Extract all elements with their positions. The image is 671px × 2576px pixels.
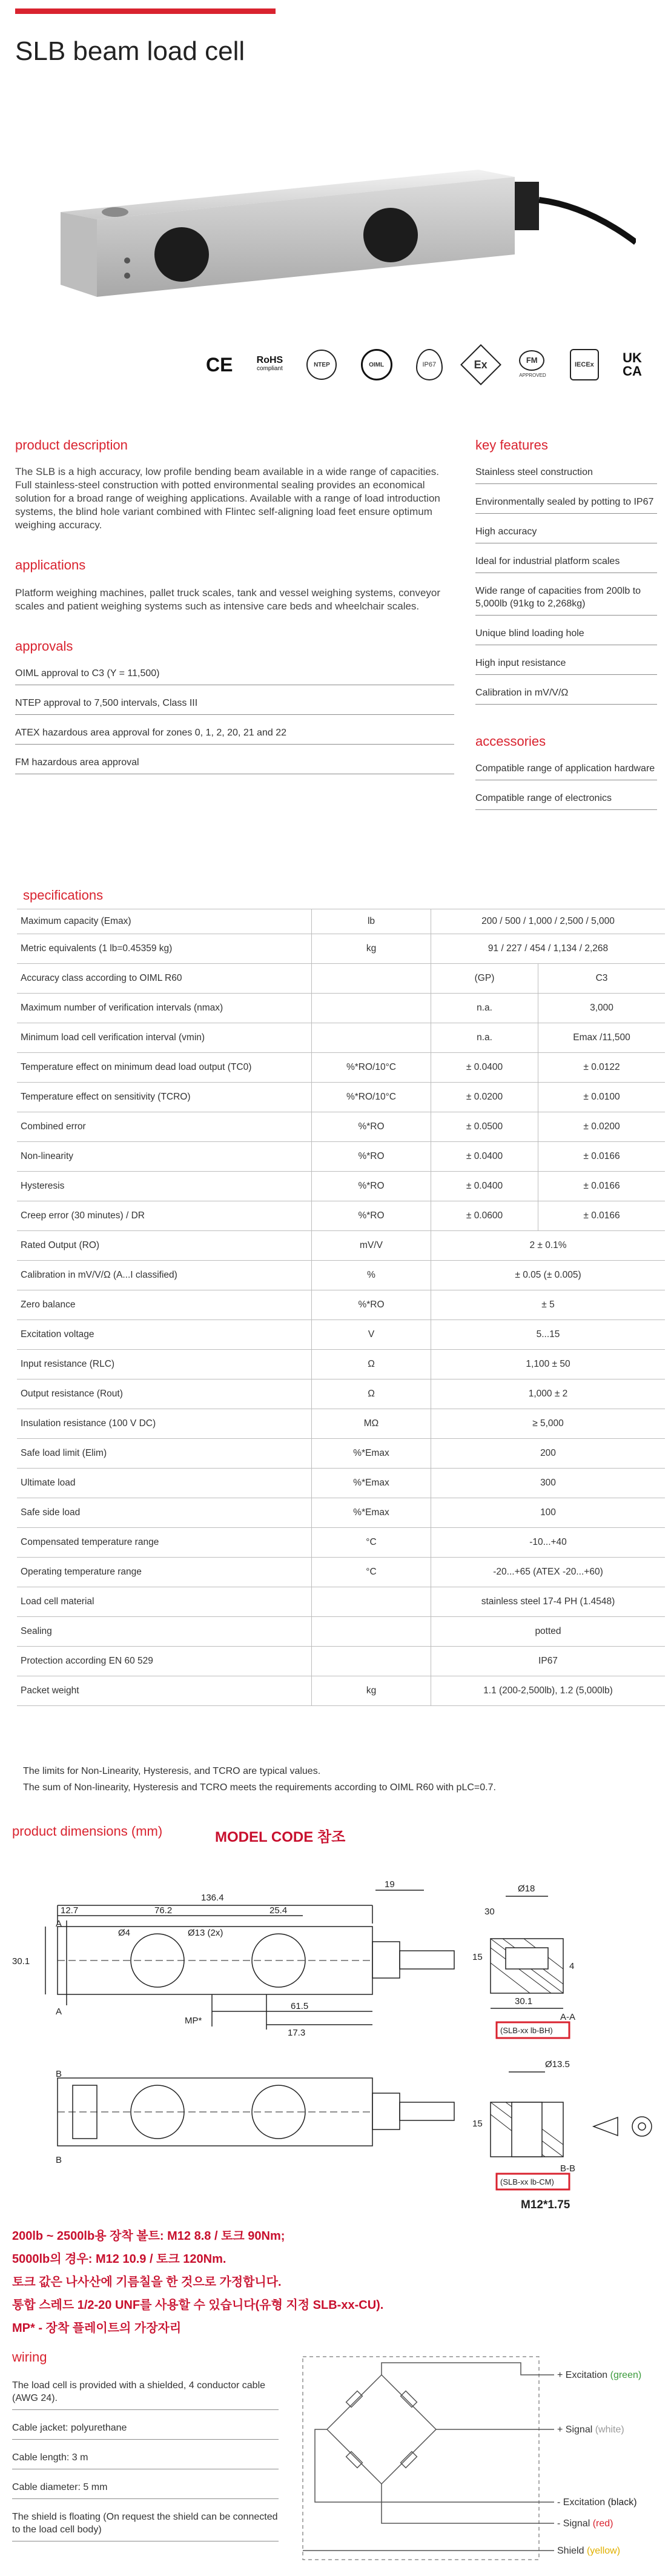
spec-row <box>17 1261 665 1290</box>
spec-row <box>17 1231 665 1261</box>
spec-unit: °C <box>312 1528 431 1558</box>
page-title: SLB beam load cell <box>15 36 245 66</box>
spec-row <box>17 1558 665 1587</box>
spec-param: Operating temperature range <box>17 1558 312 1587</box>
spec-param: Zero balance <box>17 1290 312 1320</box>
certifications-row <box>206 347 642 383</box>
spec-row <box>17 909 665 934</box>
spec-note-1: The limits for Non-Linearity, Hysteresis, and TCRO are typical values. <box>23 1766 321 1776</box>
list-item: Wide range of capacities from 200lb to 5,000lb (91kg to 2,268kg) <box>475 579 657 616</box>
spec-value-c3: ± 0.0166 <box>538 1201 666 1231</box>
description-heading: product description <box>15 437 128 453</box>
list-item: High accuracy <box>475 520 657 543</box>
list-item: Compatible range of application hardware <box>475 757 657 780</box>
spec-row <box>17 1023 665 1053</box>
signal-minus: - Signal (red) <box>557 2518 613 2529</box>
spec-unit: % <box>312 1261 431 1290</box>
dim-label: A <box>56 1919 62 1929</box>
spec-param: Combined error <box>17 1112 312 1142</box>
wiring-list <box>12 2374 279 2541</box>
spec-value: 1.1 (200-2,500lb), 1.2 (5,000lb) <box>431 1676 666 1706</box>
spec-value-c3: ± 0.0200 <box>538 1112 666 1142</box>
dim-label: 15 <box>472 1952 483 1962</box>
spec-value-c3: ± 0.0100 <box>538 1083 666 1112</box>
dim-label: Ø4 <box>118 1928 131 1938</box>
spec-value-c3: 3,000 <box>538 994 666 1023</box>
spec-value: 300 <box>431 1469 666 1498</box>
spec-value-c3: ± 0.0166 <box>538 1142 666 1172</box>
spec-unit: %*RO <box>312 1172 431 1201</box>
accent-bar <box>15 8 276 14</box>
key-features-list <box>475 460 657 705</box>
spec-param: Sealing <box>17 1617 312 1647</box>
spec-value: ± 0.0400 <box>431 1053 538 1083</box>
spec-unit: Ω <box>312 1379 431 1409</box>
spec-unit <box>312 1587 431 1617</box>
spec-unit: %*RO <box>312 1290 431 1320</box>
approvals-heading: approvals <box>15 639 73 654</box>
list-item: Compatible range of electronics <box>475 786 657 810</box>
dim-label: 15 <box>472 2119 483 2129</box>
spec-unit: kg <box>312 1676 431 1706</box>
signal-excitation-plus: + Excitation (green) <box>557 2370 642 2380</box>
spec-unit: lb <box>312 909 431 934</box>
spec-param: Insulation resistance (100 V DC) <box>17 1409 312 1439</box>
signal-shield: Shield (yellow) <box>557 2546 621 2556</box>
spec-param: Temperature effect on minimum dead load output (TC0) <box>17 1053 312 1083</box>
spec-row <box>17 1439 665 1469</box>
dim-label: Ø13.5 <box>545 2059 570 2070</box>
list-item: Ideal for industrial platform scales <box>475 549 657 573</box>
signal-plus: + Signal (white) <box>557 2425 624 2435</box>
spec-value: potted <box>431 1617 666 1647</box>
dim-label: B-B <box>560 2163 576 2174</box>
korean-note: MP* - 장착 플레이트의 가장자리 <box>12 2322 182 2335</box>
spec-value: IP67 <box>431 1647 666 1676</box>
korean-note: 통합 스레드 1/2-20 UNF를 사용할 수 있습니다(유형 지정 SLB-xx-CU). <box>12 2299 384 2312</box>
spec-row <box>17 1320 665 1350</box>
dim-label: 17.3 <box>288 2028 306 2038</box>
applications-text: Platform weighing machines, pallet truck scales, tank and vessel weighing systems, conveyor scales and patient weighing systems such as intensive care beds and wheelchair scales. <box>15 587 441 612</box>
spec-param: Minimum load cell verification interval (vmin) <box>17 1023 312 1053</box>
dim-label: M12*1.75 <box>521 2199 570 2211</box>
spec-row <box>17 1409 665 1439</box>
korean-note: 5000lb의 경우: M12 10.9 / 토크 120Nm. <box>12 2252 226 2266</box>
spec-unit <box>312 1647 431 1676</box>
dim-label: 136.4 <box>201 1893 224 1903</box>
korean-notes <box>12 2225 660 2340</box>
korean-note: 토크 값은 나사산에 기름칠을 한 것으로 가정합니다. <box>12 2276 282 2289</box>
spec-param: Hysteresis <box>17 1172 312 1201</box>
spec-value: ≥ 5,000 <box>431 1409 666 1439</box>
list-item: FM hazardous area approval <box>15 751 454 774</box>
dim-label: (SLB-xx lb-CM) <box>500 2177 554 2186</box>
dim-label: 61.5 <box>291 2001 309 2011</box>
dim-label: 19 <box>385 1879 395 1890</box>
spec-unit: MΩ <box>312 1409 431 1439</box>
spec-param: Calibration in mV/V/Ω (A...I classified) <box>17 1261 312 1290</box>
spec-unit <box>312 964 431 994</box>
spec-value-c3: Emax /11,500 <box>538 1023 666 1053</box>
spec-param: Ultimate load <box>17 1469 312 1498</box>
dim-label: MP* <box>185 2016 202 2026</box>
wiring-diagram <box>291 2351 666 2569</box>
korean-note: 200lb ~ 2500lb용 장착 볼트: M12 8.8 / 토크 90Nm; <box>12 2229 285 2243</box>
spec-unit: °C <box>312 1558 431 1587</box>
spec-param: Non-linearity <box>17 1142 312 1172</box>
iecex-icon: IECEx <box>570 349 599 380</box>
accessories-heading: accessories <box>475 734 546 749</box>
spec-row <box>17 1469 665 1498</box>
list-item: Stainless steel construction <box>475 460 657 484</box>
spec-row <box>17 964 665 994</box>
ukca-icon: UK CA <box>623 350 642 379</box>
list-item: The load cell is provided with a shielded, 4 conductor cable (AWG 24). <box>12 2374 279 2410</box>
dimension-drawing <box>12 1860 666 2223</box>
list-item: Cable length: 3 m <box>12 2446 279 2469</box>
spec-value: 100 <box>431 1498 666 1528</box>
spec-value-c3: ± 0.0122 <box>538 1053 666 1083</box>
spec-param: Temperature effect on sensitivity (TCRO) <box>17 1083 312 1112</box>
spec-param: Excitation voltage <box>17 1320 312 1350</box>
dim-label: 25.4 <box>269 1905 288 1916</box>
spec-note-2: The sum of Non-linearity, Hysteresis and TCRO meets the requirements according to OIML R60 with pLC=0.7. <box>23 1782 496 1793</box>
list-item: Unique blind loading hole <box>475 622 657 645</box>
spec-value: n.a. <box>431 1023 538 1053</box>
accessories-list <box>475 757 657 810</box>
dim-label: A-A <box>560 2012 576 2022</box>
spec-param: Maximum number of verification intervals (nmax) <box>17 994 312 1023</box>
list-item: NTEP approval to 7,500 intervals, Class III <box>15 691 454 715</box>
ex-icon: Ex <box>460 344 501 385</box>
dim-label: Ø18 <box>518 1884 535 1894</box>
spec-value-c3: ± 0.0166 <box>538 1172 666 1201</box>
spec-row <box>17 1617 665 1647</box>
description-text: The SLB is a high accuracy, low profile bending beam available in a wide range of capacities. Full stainless-steel construction with potted environmental sealing provides an economical solution for a broad range of weighing applications. Available with a range of load introduction systems, the blind hole variant combined with Flintec self-aligning load feet ensure optimum weighing accuracy. <box>15 466 440 531</box>
spec-value: 200 <box>431 1439 666 1469</box>
wiring-heading: wiring <box>12 2349 47 2365</box>
spec-param: Safe side load <box>17 1498 312 1528</box>
spec-unit: %*RO <box>312 1201 431 1231</box>
spec-value: ± 0.0600 <box>431 1201 538 1231</box>
spec-unit: %*Emax <box>312 1498 431 1528</box>
approvals-list <box>15 662 454 774</box>
spec-unit: %*RO <box>312 1112 431 1142</box>
spec-unit: mV/V <box>312 1231 431 1261</box>
spec-value: (GP) <box>431 964 538 994</box>
list-item: The shield is floating (On request the shield can be connected to the load cell body) <box>12 2505 279 2541</box>
spec-row <box>17 934 665 964</box>
fm-approved-icon: FM APPROVED <box>519 350 546 379</box>
dim-label: 30 <box>484 1907 495 1917</box>
spec-value: 1,000 ± 2 <box>431 1379 666 1409</box>
spec-unit <box>312 1617 431 1647</box>
spec-param: Protection according EN 60 529 <box>17 1647 312 1676</box>
spec-unit <box>312 994 431 1023</box>
spec-value: ± 0.0400 <box>431 1172 538 1201</box>
spec-param: Safe load limit (Elim) <box>17 1439 312 1469</box>
key-features-heading: key features <box>475 437 548 453</box>
spec-unit: V <box>312 1320 431 1350</box>
dim-label: Ø13 (2x) <box>188 1928 223 1938</box>
spec-value: -10...+40 <box>431 1528 666 1558</box>
signal-excitation-minus: - Excitation (black) <box>557 2497 637 2508</box>
spec-value-c3: C3 <box>538 964 666 994</box>
list-item: Calibration in mV/V/Ω <box>475 681 657 705</box>
spec-value: ± 0.0200 <box>431 1083 538 1112</box>
specifications-heading: specifications <box>23 888 104 903</box>
spec-param: Load cell material <box>17 1587 312 1617</box>
spec-value: ± 5 <box>431 1290 666 1320</box>
spec-value: 91 / 227 / 454 / 1,134 / 2,268 <box>431 934 666 964</box>
list-item: High input resistance <box>475 651 657 675</box>
spec-row <box>17 1528 665 1558</box>
dim-label: B <box>56 2155 62 2165</box>
rohs-icon: RoHS compliant <box>256 355 283 372</box>
spec-param: Compensated temperature range <box>17 1528 312 1558</box>
spec-row <box>17 994 665 1023</box>
applications-heading: applications <box>15 557 86 573</box>
spec-row <box>17 1083 665 1112</box>
dimensions-heading: product dimensions (mm) <box>12 1824 163 1839</box>
oiml-icon: OIML <box>361 349 392 380</box>
spec-param: Packet weight <box>17 1676 312 1706</box>
spec-param: Metric equivalents (1 lb=0.45359 kg) <box>17 934 312 964</box>
spec-unit: kg <box>312 934 431 964</box>
spec-row <box>17 1112 665 1142</box>
list-item: Environmentally sealed by potting to IP67 <box>475 490 657 514</box>
specifications-table <box>17 909 665 1706</box>
spec-unit: %*RO/10°C <box>312 1053 431 1083</box>
spec-row <box>17 1142 665 1172</box>
spec-value: 5...15 <box>431 1320 666 1350</box>
spec-row <box>17 1172 665 1201</box>
model-code-note: MODEL CODE 참조 <box>215 1829 346 1845</box>
spec-param: Output resistance (Rout) <box>17 1379 312 1409</box>
ip67-icon: IP67 <box>416 349 443 380</box>
dim-label: (SLB-xx lb-BH) <box>500 2026 553 2035</box>
spec-unit: %*Emax <box>312 1439 431 1469</box>
spec-row <box>17 1053 665 1083</box>
spec-unit: %*RO <box>312 1142 431 1172</box>
ce-icon: CE <box>206 353 233 376</box>
product-image <box>55 164 636 339</box>
spec-param: Input resistance (RLC) <box>17 1350 312 1379</box>
spec-row <box>17 1676 665 1706</box>
ntep-icon: NTEP <box>306 350 337 380</box>
spec-unit: %*Emax <box>312 1469 431 1498</box>
spec-param: Accuracy class according to OIML R60 <box>17 964 312 994</box>
spec-value: ± 0.05 (± 0.005) <box>431 1261 666 1290</box>
list-item: OIML approval to C3 (Y = 11,500) <box>15 662 454 685</box>
spec-unit <box>312 1023 431 1053</box>
spec-value: 2 ± 0.1% <box>431 1231 666 1261</box>
spec-value: -20...+65 (ATEX -20...+60) <box>431 1558 666 1587</box>
dim-label: 30.1 <box>515 1996 533 2007</box>
list-item: Cable jacket: polyurethane <box>12 2416 279 2440</box>
dim-label: 4 <box>569 1961 575 1971</box>
dim-label: B <box>56 2069 62 2079</box>
list-item: ATEX hazardous area approval for zones 0, 1, 2, 20, 21 and 22 <box>15 721 454 745</box>
spec-value: ± 0.0400 <box>431 1142 538 1172</box>
dim-label: A <box>56 2007 62 2017</box>
spec-value: 200 / 500 / 1,000 / 2,500 / 5,000 <box>431 909 666 934</box>
spec-row <box>17 1587 665 1617</box>
spec-value: 1,100 ± 50 <box>431 1350 666 1379</box>
spec-param: Creep error (30 minutes) / DR <box>17 1201 312 1231</box>
spec-row <box>17 1201 665 1231</box>
spec-param: Rated Output (RO) <box>17 1231 312 1261</box>
spec-row <box>17 1379 665 1409</box>
spec-value: n.a. <box>431 994 538 1023</box>
list-item: Cable diameter: 5 mm <box>12 2475 279 2499</box>
dim-label: 76.2 <box>154 1905 173 1916</box>
spec-row <box>17 1498 665 1528</box>
spec-param: Maximum capacity (Emax) <box>17 909 312 934</box>
spec-unit: %*RO/10°C <box>312 1083 431 1112</box>
dim-label: 12.7 <box>61 1905 79 1916</box>
spec-unit: Ω <box>312 1350 431 1379</box>
spec-value: ± 0.0500 <box>431 1112 538 1142</box>
dim-label: 30.1 <box>12 1956 30 1967</box>
spec-row <box>17 1647 665 1676</box>
spec-row <box>17 1350 665 1379</box>
spec-row <box>17 1290 665 1320</box>
spec-value: stainless steel 17-4 PH (1.4548) <box>431 1587 666 1617</box>
